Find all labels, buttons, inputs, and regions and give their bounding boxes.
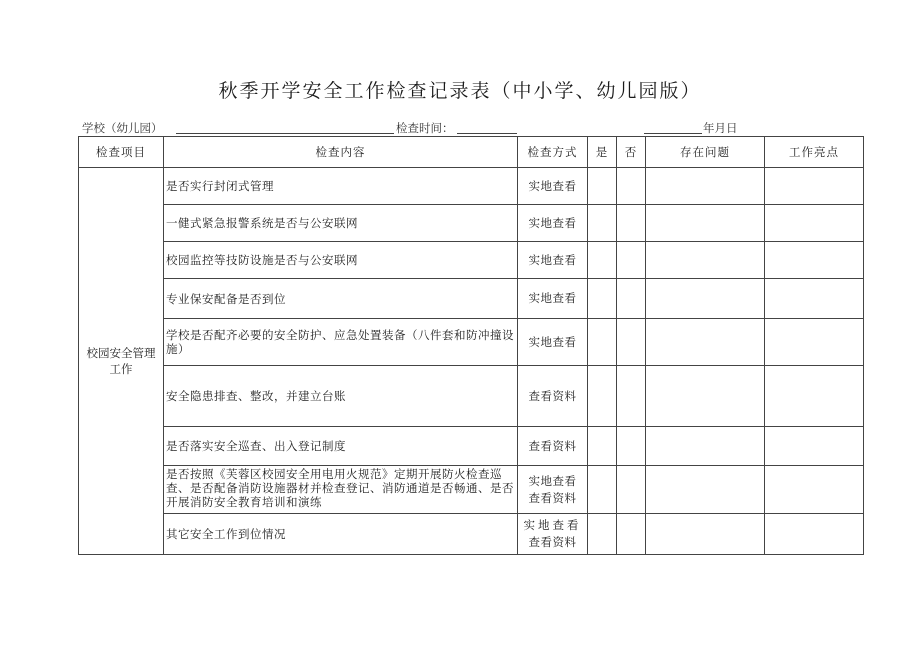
header-yes: 是	[588, 137, 617, 168]
table-row	[79, 279, 864, 319]
school-input-line[interactable]	[176, 133, 394, 134]
no-cell[interactable]	[617, 427, 646, 466]
table-row	[79, 168, 864, 205]
no-cell[interactable]	[617, 168, 646, 205]
category-cell: 校园安全管理工作	[79, 168, 164, 555]
row-content: 是否按照《芙蓉区校园安全用电用火规范》定期开展防火检查巡查、是否配备消防设施器材并检查登记、消防通道是否畅通、是否开展消防安全教育培训和演练	[164, 466, 518, 514]
row-method: 实地查看	[518, 168, 588, 205]
no-cell[interactable]	[617, 242, 646, 279]
table-row	[79, 319, 864, 366]
highlights-cell[interactable]	[765, 366, 864, 427]
header-item: 检查项目	[79, 137, 164, 168]
yes-cell[interactable]	[588, 242, 617, 279]
row-content: 专业保安配备是否到位	[164, 279, 518, 319]
date-suffix: 年月日	[703, 121, 738, 135]
highlights-cell[interactable]	[765, 319, 864, 366]
highlights-cell[interactable]	[765, 168, 864, 205]
no-cell[interactable]	[617, 514, 646, 555]
row-content: 安全隐患排查、整改，并建立台账	[164, 366, 518, 427]
check-time-label: 检查时间：	[396, 121, 454, 135]
yes-cell[interactable]	[588, 279, 617, 319]
no-cell[interactable]	[617, 279, 646, 319]
no-cell[interactable]	[617, 366, 646, 427]
issues-cell[interactable]	[646, 514, 765, 555]
highlights-cell[interactable]	[765, 242, 864, 279]
issues-cell[interactable]	[646, 366, 765, 427]
highlights-cell[interactable]	[765, 514, 864, 555]
row-content: 校园监控等技防设施是否与公安联网	[164, 242, 518, 279]
highlights-cell[interactable]	[765, 279, 864, 319]
row-method: 实地查看 查看资料	[518, 466, 588, 514]
issues-cell[interactable]	[646, 279, 765, 319]
issues-cell[interactable]	[646, 168, 765, 205]
table-row	[79, 427, 864, 466]
row-method: 实地查看	[518, 319, 588, 366]
row-method: 查看资料	[518, 427, 588, 466]
highlights-cell[interactable]	[765, 466, 864, 514]
yes-cell[interactable]	[588, 168, 617, 205]
table-row	[79, 466, 864, 514]
issues-cell[interactable]	[646, 466, 765, 514]
header-issues: 存在问题	[646, 137, 765, 168]
issues-cell[interactable]	[646, 427, 765, 466]
yes-cell[interactable]	[588, 319, 617, 366]
highlights-cell[interactable]	[765, 205, 864, 242]
page-title: 秋季开学安全工作检查记录表（中小学、幼儿园版）	[218, 80, 702, 102]
no-cell[interactable]	[617, 205, 646, 242]
header-no: 否	[617, 137, 646, 168]
row-content: 一健式紧急报警系统是否与公安联网	[164, 205, 518, 242]
issues-cell[interactable]	[646, 242, 765, 279]
header-highlights: 工作亮点	[765, 137, 864, 168]
highlights-cell[interactable]	[765, 427, 864, 466]
yes-cell[interactable]	[588, 205, 617, 242]
table-row	[79, 366, 864, 427]
inspection-table	[78, 136, 864, 555]
table-row	[79, 242, 864, 279]
table-row	[79, 205, 864, 242]
issues-cell[interactable]	[646, 205, 765, 242]
date-input-line[interactable]	[644, 133, 702, 134]
row-method: 查看资料	[518, 366, 588, 427]
header-method: 检查方式	[518, 137, 588, 168]
row-method: 实地查看	[518, 205, 588, 242]
yes-cell[interactable]	[588, 366, 617, 427]
row-content: 其它安全工作到位情况	[164, 514, 518, 555]
table-header-row	[79, 137, 864, 168]
no-cell[interactable]	[617, 319, 646, 366]
check-time-input-line[interactable]	[457, 133, 517, 134]
row-method: 实地查看	[518, 279, 588, 319]
school-label: 学校（幼儿园）	[82, 121, 163, 135]
row-method: 实地查看	[518, 242, 588, 279]
row-content: 学校是否配齐必要的安全防护、应急处置装备（八件套和防冲撞设施）	[164, 319, 518, 366]
row-content: 是否实行封闭式管理	[164, 168, 518, 205]
yes-cell[interactable]	[588, 514, 617, 555]
row-content: 是否落实安全巡查、出入登记制度	[164, 427, 518, 466]
header-content: 检查内容	[164, 137, 518, 168]
table-row	[79, 514, 864, 555]
issues-cell[interactable]	[646, 319, 765, 366]
yes-cell[interactable]	[588, 466, 617, 514]
yes-cell[interactable]	[588, 427, 617, 466]
row-method: 实地查看 查看资料	[518, 514, 588, 555]
no-cell[interactable]	[617, 466, 646, 514]
